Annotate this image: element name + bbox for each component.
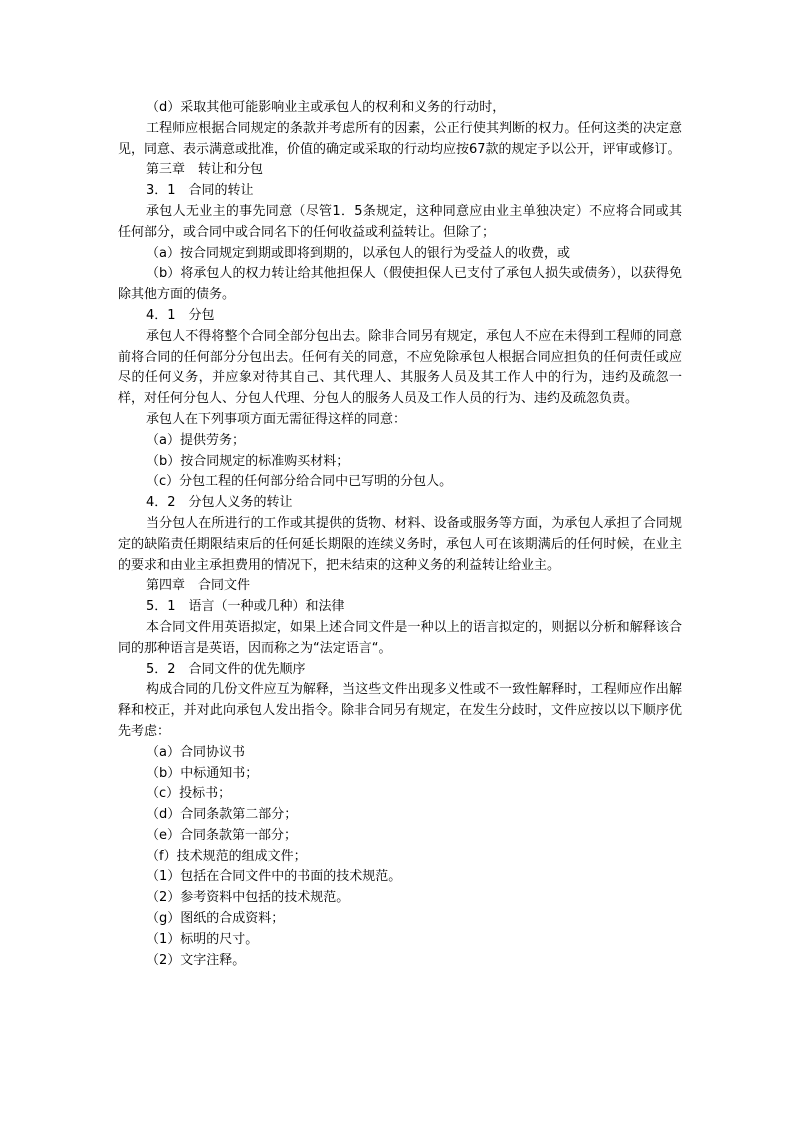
list-item-g-drawings: （g）图纸的合成资料； bbox=[146, 911, 285, 927]
list-item-c-tender: （c）投标书； bbox=[146, 786, 232, 802]
list-item-e-part-one: （e）合同条款第一部分； bbox=[146, 827, 297, 843]
chapter-heading-4: 第四章 合同文件 bbox=[146, 578, 251, 594]
paragraph-subcontractor-obligations: 当分包人在所进行的工作或其提供的货物、材料、设备或服务等方面，为承包人承担了合同规定的缺陷责任期限结束后的任何延长期限的连续义务时，承包人可在该期满后的任何时候，在业主的要求和由业主承担费用的情况下，把未结束的这种义务的利益转让给业主。 bbox=[118, 515, 682, 573]
list-item-b-materials: （b）按合同规定的标准购买材料； bbox=[146, 453, 350, 469]
chapter-heading-3: 第三章 转让和分包 bbox=[146, 162, 264, 178]
list-item-d-part-two: （d）合同条款第二部分； bbox=[146, 807, 298, 823]
list-item-b-acceptance: （b）中标通知书； bbox=[146, 765, 259, 781]
paragraph-no-consent-needed: 承包人在下列事项方面无需征得这样的同意： bbox=[146, 411, 407, 427]
document-page bbox=[118, 98, 682, 971]
paragraph-subcontracting: 承包人不得将整个合同全部分包出去。除非合同另有规定，承包人不应在未得到工程师的同意前将合同的任何部分分包出去。任何有关的同意，不应免除承包人根据合同应担负的任何责任或应尽的任何义务，并应象对待其自己、其代理人、其服务人员及其工作人中的行为，违约及疏忽一样，对任何分包人、分包人代理、分包人的服务人员及工作人员的行为、违约及疏忽负责。 bbox=[118, 328, 682, 407]
list-item-b-guarantor: （b）将承包人的权力转让给其他担保人（假使担保人已支付了承包人损失或债务），以获得免除其他方面的债务。 bbox=[118, 266, 682, 303]
list-item-a-agreement: （a）合同协议书 bbox=[146, 744, 245, 760]
list-item-2-notes: （2）文字注释。 bbox=[146, 952, 246, 968]
list-item-c-named-subcontractor: （c）分包工程的任何部分给合同中已写明的分包人。 bbox=[146, 474, 453, 490]
clause-item-d-actions: （d）采取其他可能影响业主或承包人的权利和义务的行动时， bbox=[146, 100, 506, 115]
section-heading-3-1: 3．1 合同的转让 bbox=[146, 183, 254, 199]
list-item-a-labour: （a）提供劳务； bbox=[146, 432, 245, 448]
paragraph-assignment: 承包人无业主的事先同意（尽管1．5条规定，这种同意应由业主单独决定）不应将合同或其任何部分，或合同中或合同名下的任何收益或利益转让。但除了； bbox=[118, 203, 682, 240]
list-item-1-dimensions: （1）标明的尺寸。 bbox=[146, 931, 259, 947]
paragraph-engineer-judgement: 工程师应根据合同规定的条款并考虑所有的因素，公正行使其判断的权力。任何这类的决定意见，同意、表示满意或批准，价值的确定或采取的行动均应按67款的规定予以公开，评审或修订。 bbox=[118, 120, 682, 157]
section-heading-5-2: 5．2 合同文件的优先顺序 bbox=[146, 661, 306, 677]
section-heading-4-1: 4．1 分包 bbox=[146, 307, 215, 323]
list-item-f-specifications: （f）技术规范的组成文件； bbox=[146, 848, 307, 864]
paragraph-priority: 构成合同的几份文件应互为解释，当这些文件出现多义性或不一致性解释时，工程师应作出解释和校正，并对此向承包人发出指令。除非合同另有规定，在发生分歧时，文件应按以以下顺序优先考虑： bbox=[118, 682, 682, 739]
paragraph-language: 本合同文件用英语拟定，如果上述合同文件是一种以上的语言拟定的，则据以分析和解释该合同的那种语言是英语，因而称之为“法定语言“。 bbox=[118, 619, 682, 656]
list-item-1-written-spec: （1）包括在合同文件中的书面的技术规范。 bbox=[146, 869, 402, 885]
list-item-2-reference-spec: （2）参考资料中包括的技术规范。 bbox=[146, 890, 350, 906]
section-heading-5-1: 5．1 语言（一种或几种）和法律 bbox=[146, 599, 345, 615]
list-item-a-payments: （a）按合同规定到期或即将到期的，以承包人的银行为受益人的收费，或 bbox=[146, 245, 570, 261]
section-heading-4-2: 4．2 分包人义务的转让 bbox=[146, 495, 293, 511]
